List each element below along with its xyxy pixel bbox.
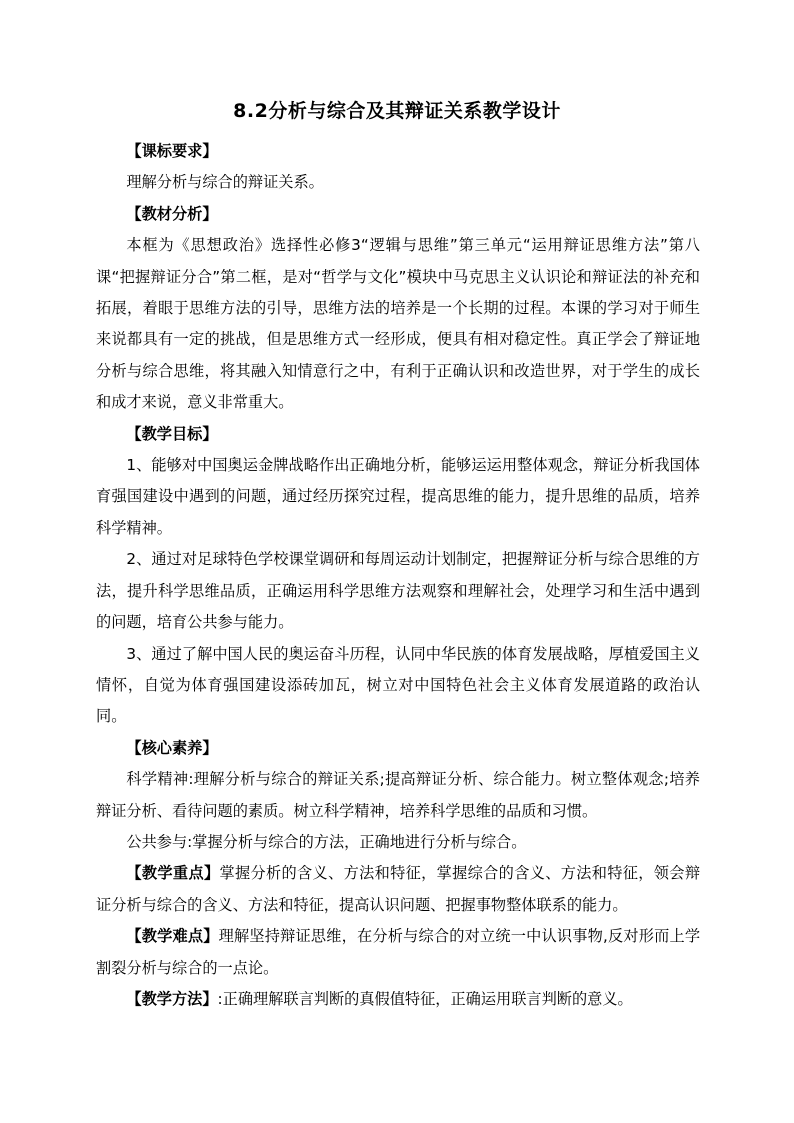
- key-points-paragraph: [96, 858, 700, 921]
- key-points-text: 掌握分析的含义、方法和特征，掌握综合的含义、方法和特征，领会辩证分析与综合的含义、方法和特征，提高认识问题、把握事物整体联系的能力。: [96, 864, 701, 914]
- textbook-paragraph: 本框为《思想政治》选择性必修3“逻辑与思维”第三单元“运用辩证思维方法”第八课“把握辩证分合”第二框，是对“哲学与文化”模块中马克思主义认识论和辩证法的补充和拓展，着眼于思维方法的引导，思维方法的培养是一个长期的过程。本课的学习对于师生来说都具有一定的挑战，但是思维方式一经形成，便具有相对稳定性。真正学会了辩证地分析与综合思维，将其融入知情意行之中，有利于正确认识和改造世界，对于学生的成长和成才来说，意义非常重大。: [96, 236, 700, 412]
- section-heading-textbook: 【教材分析】: [126, 204, 218, 223]
- section-heading-literacy: 【核心素养】: [126, 738, 218, 757]
- goal-item: 3、通过了解中国人民的奥运奋斗历程，认同中华民族的体育发展战略，厚植爱国主义情怀，自觉为体育强国建设添砖加瓦，树立对中国特色社会主义体育发展道路的政治认同。: [96, 644, 700, 726]
- section-heading-goals: 【教学目标】: [126, 424, 218, 443]
- methods-label: 【教学方法】: [126, 989, 218, 1008]
- goal-item: 2、通过对足球特色学校课堂调研和每周运动计划制定，把握辩证分析与综合思维的方法，提升科学思维品质，正确运用科学思维方法观察和理解社会，处理学习和生活中遇到的问题，培育公共参与能力。: [96, 550, 700, 632]
- section-heading-curriculum: 【课标要求】: [126, 142, 218, 160]
- difficulties-text: 理解坚持辩证思维，在分析与综合的对立统一中认识事物,反对形而上学割裂分析与综合的一点论。: [96, 927, 701, 977]
- difficulties-label: 【教学难点】: [126, 927, 219, 946]
- methods-paragraph: [96, 984, 700, 1015]
- methods-text: :正确理解联言判断的真假值特征，正确运用联言判断的意义。: [217, 989, 633, 1008]
- literacy-item: 科学精神:理解分析与综合的辩证关系;提高辩证分析、综合能力。树立整体观念;培养辩证分析、看待问题的素质。树立科学精神，培养科学思维的品质和习惯。: [96, 770, 700, 820]
- document-body: [96, 136, 700, 1015]
- difficulties-paragraph: [96, 921, 700, 984]
- key-points-label: 【教学重点】: [126, 864, 220, 883]
- curriculum-paragraph: 理解分析与综合的辩证关系。: [126, 173, 324, 192]
- literacy-item: 公共参与:掌握分析与综合的方法，正确地进行分析与综合。: [126, 832, 527, 851]
- goal-item: 1、能够对中国奥运金牌战略作出正确地分析，能够运运用整体观念，辩证分析我国体育强国建设中遇到的问题，通过经历探究过程，提高思维的能力，提升思维的品质，培养科学精神。: [96, 456, 700, 537]
- document-title: 8.2分析与综合及其辩证关系教学设计: [233, 100, 561, 122]
